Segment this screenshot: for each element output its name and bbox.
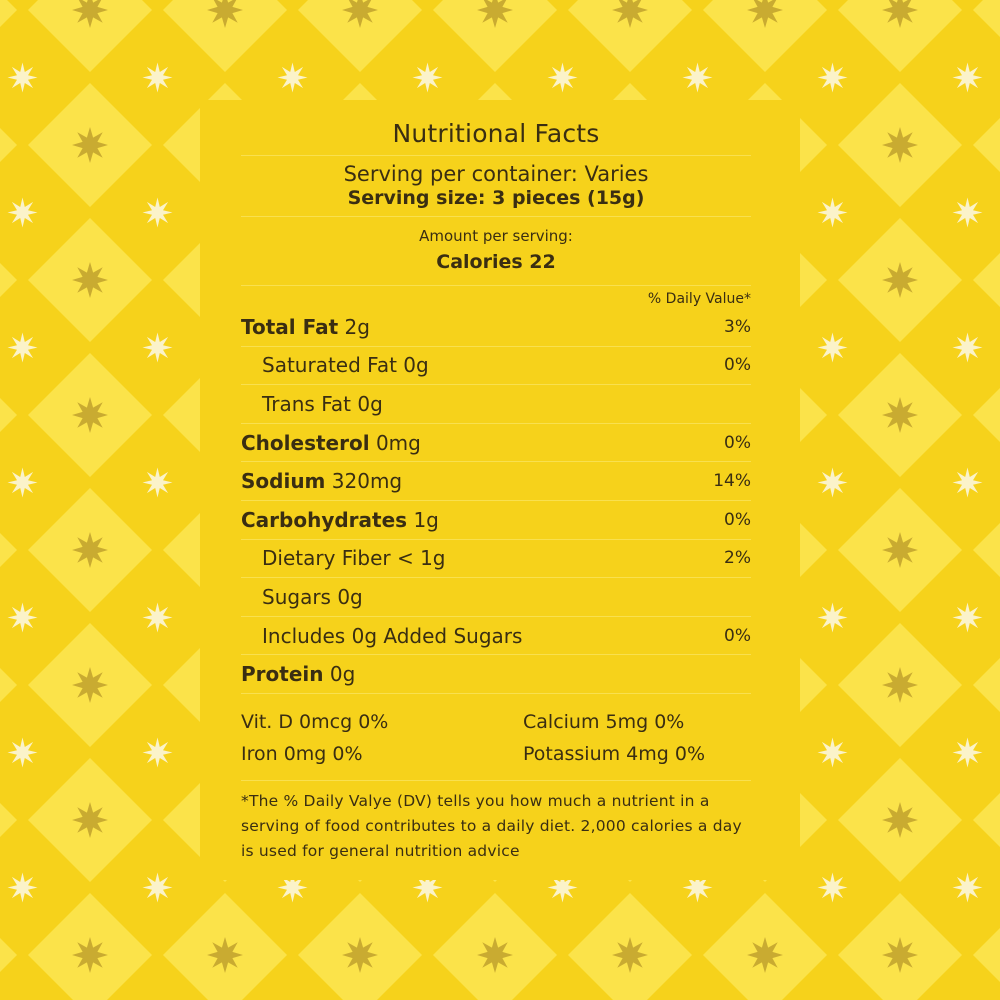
pattern-diamond <box>973 893 1000 1000</box>
pattern-star-light <box>143 333 173 363</box>
nutrient-amount: 0g <box>357 391 383 416</box>
nutrient-name: Carbohydrates <box>241 507 408 532</box>
pattern-star-dark <box>882 667 918 703</box>
pattern-star-light <box>818 468 848 498</box>
pattern-star-light <box>953 333 983 363</box>
pattern-star-light <box>953 738 983 768</box>
nutrient-row-cholesterol <box>241 424 751 463</box>
nutrient-row-sugars <box>241 578 751 617</box>
pattern-star-dark <box>72 127 108 163</box>
pattern-star-light <box>8 198 38 228</box>
micronutrient-potassium: Potassium 4mg 0% <box>523 742 706 765</box>
nutrient-dv: 0% <box>724 432 751 453</box>
pattern-star-light <box>278 63 308 93</box>
pattern-star-light <box>143 603 173 633</box>
nutrient-name: Trans Fat <box>262 391 351 416</box>
pattern-star-light <box>8 333 38 363</box>
pattern-star-light <box>683 63 713 93</box>
nutrient-name: Sugars <box>262 584 331 609</box>
pattern-star-light <box>143 738 173 768</box>
pattern-star-dark <box>882 127 918 163</box>
pattern-star-dark <box>72 802 108 838</box>
nutrient-dv: 0% <box>724 625 751 646</box>
pattern-star-light <box>953 198 983 228</box>
nutrient-name: Includes <box>262 623 346 648</box>
micronutrient-calcium: Calcium 5mg 0% <box>523 710 685 733</box>
nutrient-name: Cholesterol <box>241 430 370 455</box>
pattern-star-light <box>818 63 848 93</box>
nutrient-name: Total Fat <box>241 314 339 339</box>
pattern-star-light <box>818 333 848 363</box>
pattern-star-light <box>818 198 848 228</box>
pattern-diamond <box>0 758 17 882</box>
pattern-star-dark <box>882 397 918 433</box>
pattern-star-light <box>143 198 173 228</box>
nutrient-amount: 320mg <box>331 469 403 494</box>
pattern-diamond <box>0 0 17 72</box>
pattern-star-dark <box>72 667 108 703</box>
pattern-star-light <box>8 603 38 633</box>
pattern-star-dark <box>72 262 108 298</box>
pattern-star-dark <box>882 802 918 838</box>
nutrient-row-protein <box>241 655 751 694</box>
nutrient-amount: 2g <box>344 314 370 339</box>
pattern-star-dark <box>342 937 378 973</box>
nutrient-amount: 0g <box>403 353 429 378</box>
pattern-diamond <box>0 218 17 342</box>
pattern-diamond <box>973 0 1000 72</box>
pattern-star-dark <box>477 937 513 973</box>
nutrient-dv: 14% <box>713 471 751 492</box>
pattern-diamond <box>0 623 17 747</box>
pattern-diamond <box>973 218 1000 342</box>
nutrient-name: Sodium <box>241 469 326 494</box>
pattern-star-light <box>953 873 983 903</box>
pattern-star-light <box>8 873 38 903</box>
pattern-star-light <box>413 63 443 93</box>
calories: Calories 22 <box>436 251 556 273</box>
pattern-star-light <box>8 63 38 93</box>
nutrient-row-sodium <box>241 462 751 501</box>
serving-info <box>241 156 751 217</box>
pattern-diamond <box>973 758 1000 882</box>
pattern-star-dark <box>72 937 108 973</box>
pattern-diamond <box>973 83 1000 207</box>
nutrient-row-saturated-fat <box>241 347 751 386</box>
nutrient-amount: 0g <box>337 584 363 609</box>
nutrient-amount: 1g <box>413 507 439 532</box>
micronutrient-vit-d: Vit. D 0mcg 0% <box>241 710 389 733</box>
pattern-star-light <box>8 738 38 768</box>
nutrient-row-added-sugars <box>241 617 751 656</box>
nutrient-row-total-fat <box>241 308 751 347</box>
micronutrients <box>241 694 751 781</box>
pattern-diamond <box>0 893 17 1000</box>
pattern-star-dark <box>72 397 108 433</box>
nutrient-dv: 0% <box>724 355 751 376</box>
pattern-diamond <box>973 353 1000 477</box>
nutrient-amount: 0g <box>329 662 356 687</box>
pattern-star-light <box>143 468 173 498</box>
pattern-diamond <box>0 83 17 207</box>
nutrient-amount: < 1g <box>396 546 446 571</box>
serving-per-container: Serving per container: Varies <box>343 162 649 186</box>
label-title: Nutritional Facts <box>241 113 751 156</box>
pattern-diamond <box>0 488 17 612</box>
daily-value-header: % Daily Value* <box>647 291 751 307</box>
pattern-star-light <box>953 63 983 93</box>
pattern-star-light <box>953 468 983 498</box>
nutrient-row-trans-fat <box>241 385 751 424</box>
pattern-star-light <box>953 603 983 633</box>
pattern-diamond <box>0 353 17 477</box>
nutrient-name: Dietary Fiber <box>262 546 391 571</box>
nutrient-row-carbohydrates <box>241 501 751 540</box>
pattern-star-dark <box>882 937 918 973</box>
footnote: *The % Daily Valye (DV) tells you how much a nutrient in a serving of food contributes to a daily diet. 2,000 calories a day is used for general nutrition advice <box>241 791 742 860</box>
pattern-diamond <box>973 623 1000 747</box>
nutrition-label <box>241 113 751 864</box>
pattern-star-dark <box>207 937 243 973</box>
amount-info <box>241 217 751 286</box>
nutrient-dv: 2% <box>724 548 751 569</box>
pattern-star-dark <box>882 262 918 298</box>
pattern-star-light <box>143 63 173 93</box>
nutrient-amount: 0g Added Sugars <box>351 623 523 648</box>
pattern-star-light <box>818 873 848 903</box>
pattern-star-light <box>818 603 848 633</box>
micronutrient-iron: Iron 0mg 0% <box>241 742 363 765</box>
pattern-star-light <box>818 738 848 768</box>
nutrient-name: Protein <box>241 662 324 687</box>
pattern-diamond <box>973 488 1000 612</box>
serving-size: Serving size: 3 pieces (15g) <box>347 187 645 209</box>
nutrient-dv: 0% <box>724 509 751 530</box>
nutrient-name: Saturated Fat <box>262 353 397 378</box>
pattern-star-dark <box>72 532 108 568</box>
nutrient-dv: 3% <box>724 316 751 337</box>
nutrient-amount: 0mg <box>375 430 421 455</box>
pattern-star-light <box>548 63 578 93</box>
pattern-star-light <box>143 873 173 903</box>
pattern-star-dark <box>612 937 648 973</box>
pattern-star-dark <box>882 532 918 568</box>
amount-per-serving: Amount per serving: <box>419 227 573 245</box>
pattern-star-light <box>8 468 38 498</box>
nutrient-row-dietary-fiber <box>241 540 751 579</box>
pattern-star-dark <box>747 937 783 973</box>
